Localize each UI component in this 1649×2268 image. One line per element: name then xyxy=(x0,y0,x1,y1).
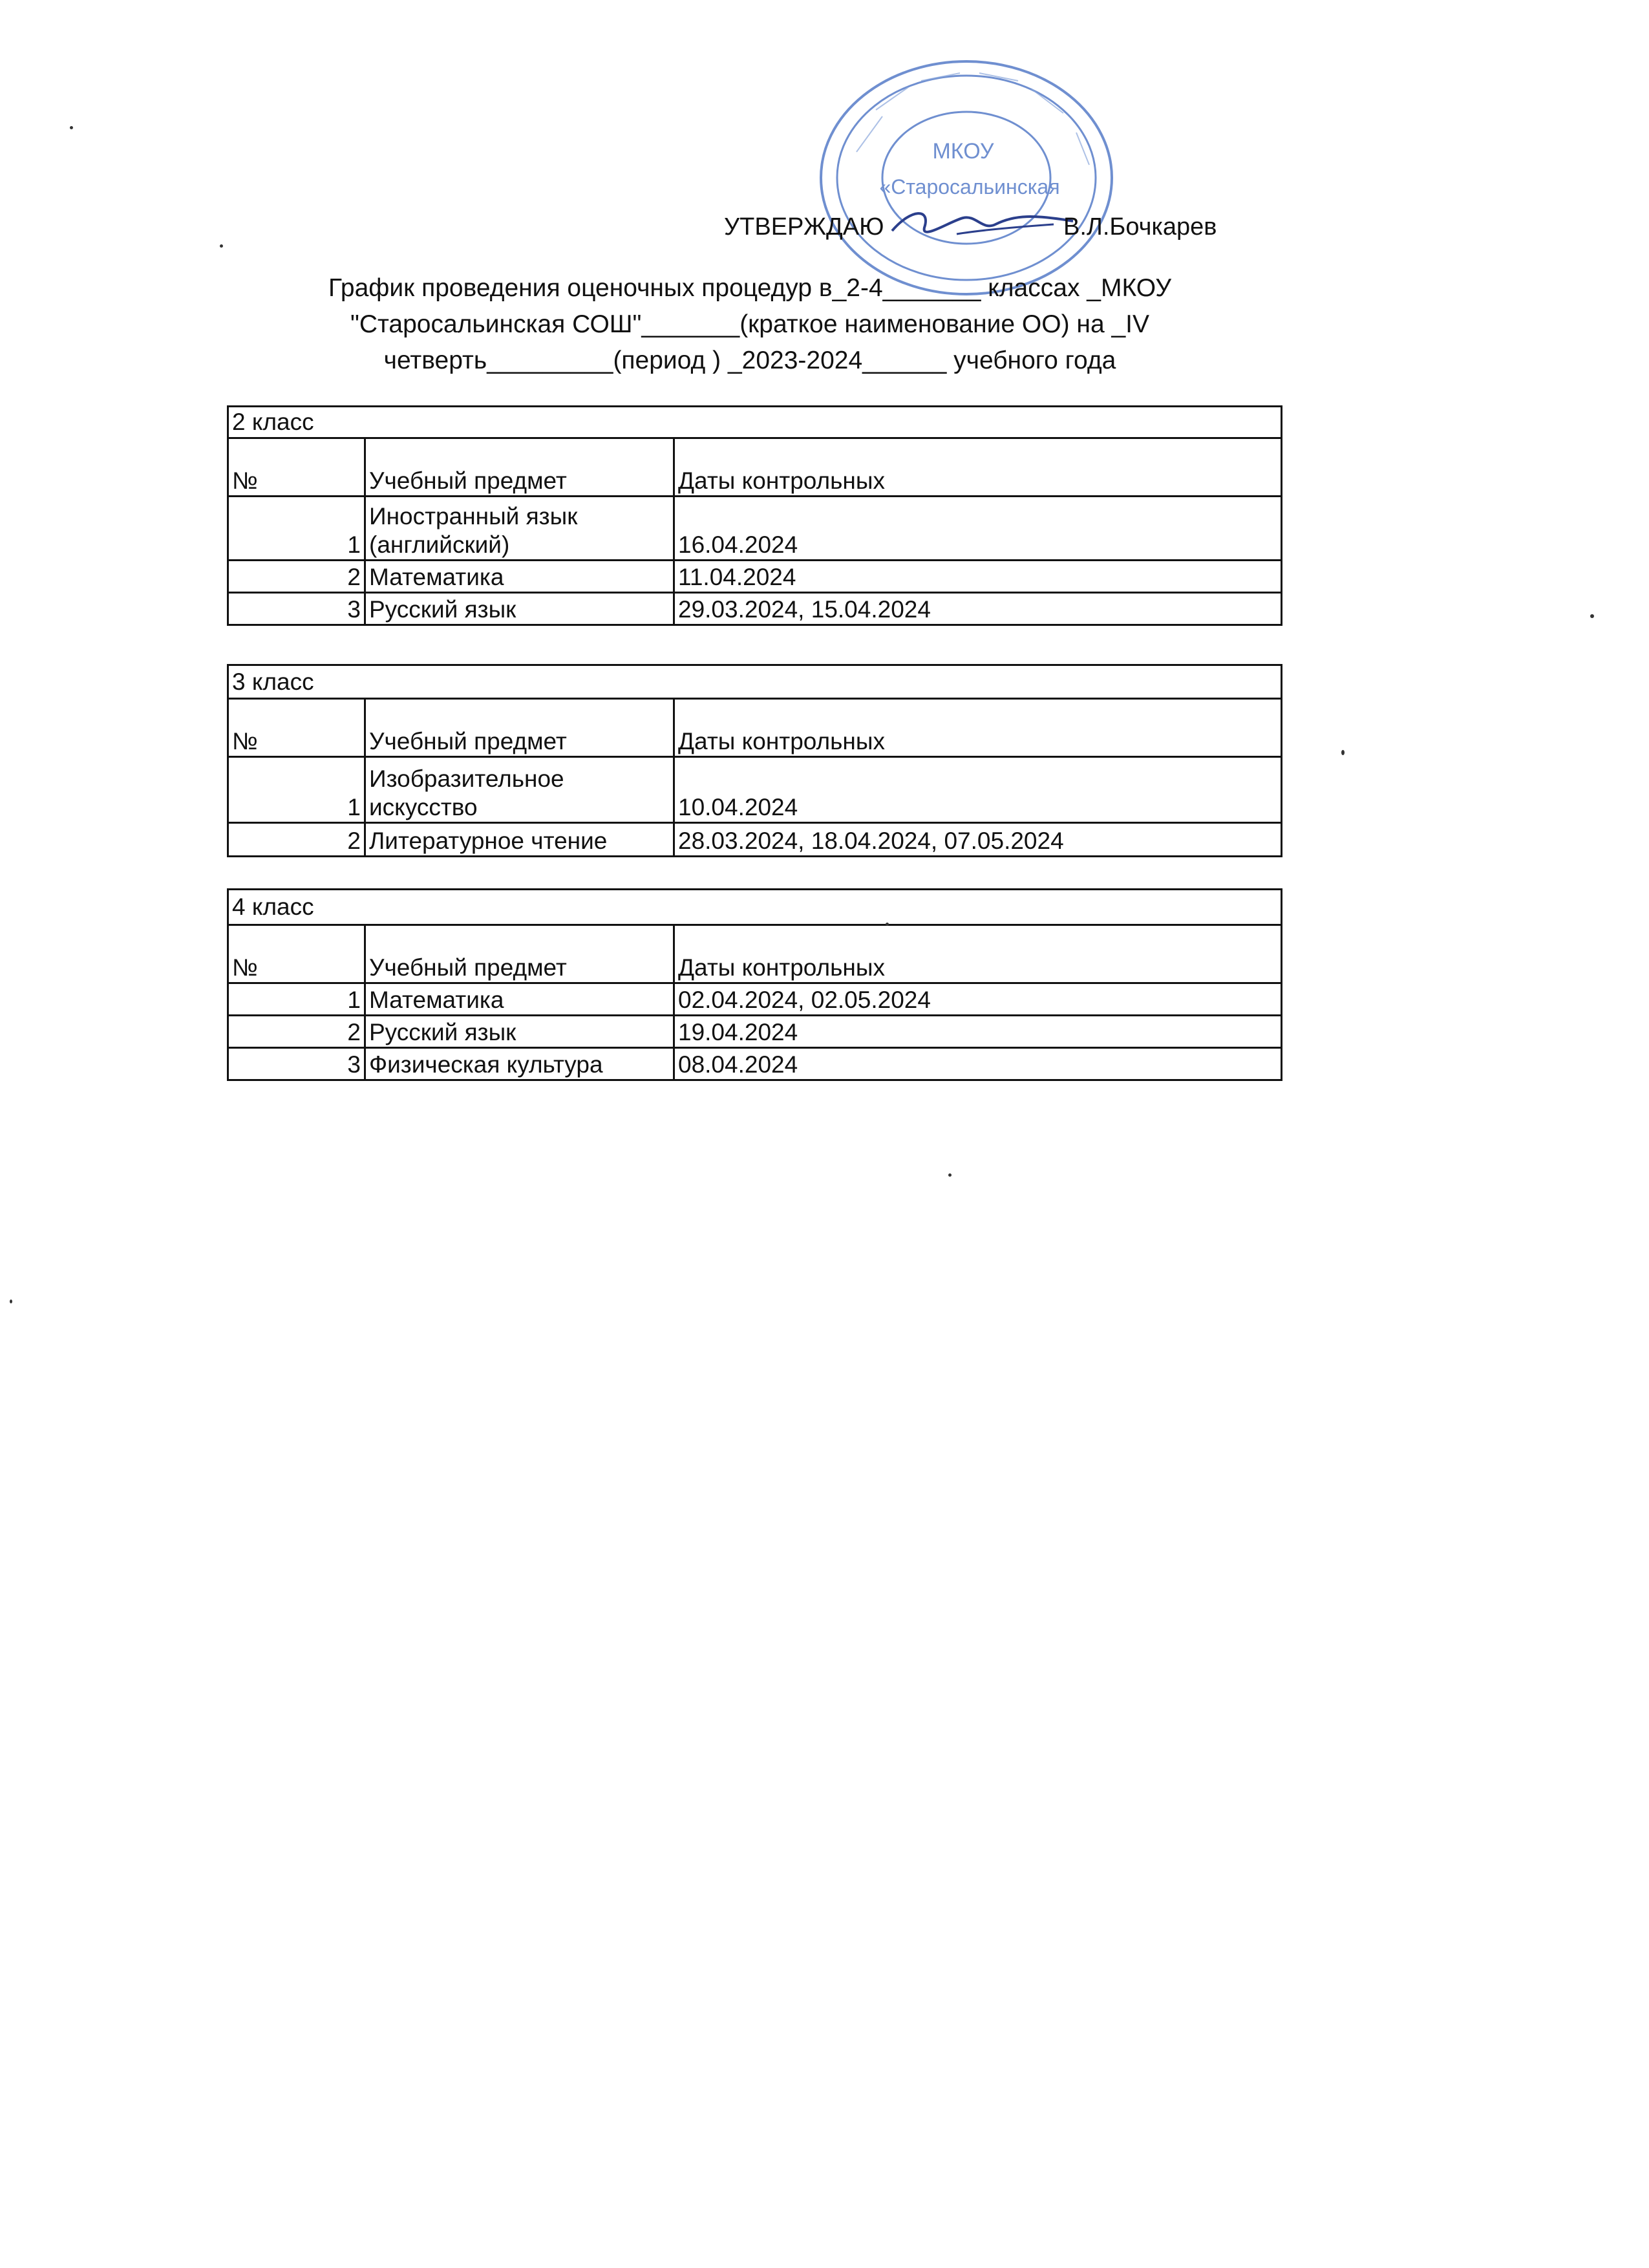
row-dates: 02.04.2024, 02.05.2024 xyxy=(674,983,1282,1016)
row-number: 1 xyxy=(228,757,365,823)
row-number: 2 xyxy=(228,1016,365,1048)
row-subject: Физическая культура xyxy=(365,1048,674,1080)
signature xyxy=(886,195,1080,247)
table-row xyxy=(228,1016,1282,1048)
title-line-3: четверть_________(период ) _2023-2024______ учебного года xyxy=(383,347,1116,374)
school-seal xyxy=(805,55,1128,301)
grade-2-table xyxy=(227,405,1282,626)
header-number: № xyxy=(228,925,365,983)
approval-line xyxy=(711,208,1241,247)
row-number: 2 xyxy=(228,561,365,593)
row-subject: Математика xyxy=(365,983,674,1016)
row-number: 1 xyxy=(228,983,365,1016)
header-subject: Учебный предмет xyxy=(365,925,674,983)
row-dates: 08.04.2024 xyxy=(674,1048,1282,1080)
row-dates: 19.04.2024 xyxy=(674,1016,1282,1048)
scan-speck xyxy=(10,1300,12,1303)
header-number: № xyxy=(228,438,365,497)
table-row xyxy=(228,497,1282,561)
approver-name: В.Л.Бочкарев xyxy=(1063,213,1217,241)
table-row xyxy=(228,561,1282,593)
row-number: 1 xyxy=(228,497,365,561)
scan-speck xyxy=(886,923,889,926)
title-line-2: "Старосальинская СОШ"_______(краткое наименование ОО) на _IV xyxy=(350,310,1150,338)
title-line-1: График проведения оценочных процедур в_2-4_______ классах _МКОУ xyxy=(328,274,1171,302)
grade-caption: 3 класс xyxy=(228,665,1282,699)
header-dates: Даты контрольных xyxy=(674,925,1282,983)
scan-speck xyxy=(70,126,73,129)
row-subject: Математика xyxy=(365,561,674,593)
header-subject: Учебный предмет xyxy=(365,699,674,757)
header-dates: Даты контрольных xyxy=(674,699,1282,757)
row-dates: 28.03.2024, 18.04.2024, 07.05.2024 xyxy=(674,823,1282,857)
approve-word: УТВЕРЖДАЮ xyxy=(724,213,884,241)
document-title xyxy=(271,270,1228,379)
row-dates: 16.04.2024 xyxy=(674,497,1282,561)
row-subject: Иностранный язык (английский) xyxy=(365,497,674,561)
row-dates: 11.04.2024 xyxy=(674,561,1282,593)
row-subject: Изобразительное искусство xyxy=(365,757,674,823)
row-number: 2 xyxy=(228,823,365,857)
grade-caption: 2 класс xyxy=(228,407,1282,438)
scan-speck xyxy=(948,1173,952,1177)
grade-4-table xyxy=(227,888,1282,1081)
row-number: 3 xyxy=(228,1048,365,1080)
row-subject: Русский язык xyxy=(365,593,674,625)
header-dates: Даты контрольных xyxy=(674,438,1282,497)
seal-text-school: «Старосальинская xyxy=(879,175,1060,198)
header-subject: Учебный предмет xyxy=(365,438,674,497)
row-dates: 29.03.2024, 15.04.2024 xyxy=(674,593,1282,625)
row-subject: Русский язык xyxy=(365,1016,674,1048)
grade-3-table xyxy=(227,664,1282,857)
row-dates: 10.04.2024 xyxy=(674,757,1282,823)
scan-speck xyxy=(1341,750,1345,755)
scan-speck xyxy=(220,244,223,248)
table-row xyxy=(228,983,1282,1016)
grade-caption: 4 класс xyxy=(228,890,1282,925)
table-row xyxy=(228,1048,1282,1080)
table-row xyxy=(228,823,1282,857)
seal-text-name: МКОУ xyxy=(932,139,994,164)
table-row xyxy=(228,593,1282,625)
scan-speck xyxy=(1590,614,1594,618)
header-number: № xyxy=(228,699,365,757)
row-number: 3 xyxy=(228,593,365,625)
row-subject: Литературное чтение xyxy=(365,823,674,857)
table-row xyxy=(228,757,1282,823)
